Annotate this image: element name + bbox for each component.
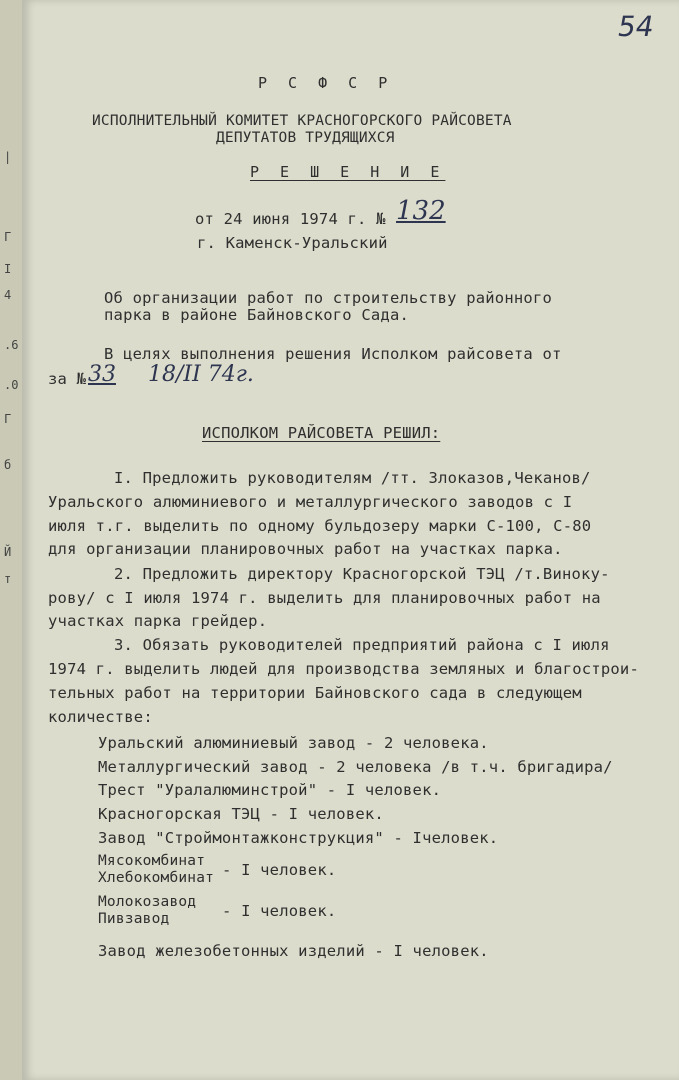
- doc-date: от 24 июня 1974 г. №: [195, 210, 386, 228]
- subject-line-2: парка в районе Байновского Сада.: [104, 306, 410, 324]
- margin-fragment: б: [4, 458, 12, 472]
- header-org-line2: ДЕПУТАТОВ ТРУДЯЩИХСЯ: [216, 130, 395, 146]
- subject-line-1: Об организации работ по строительству районного: [104, 289, 552, 307]
- item-line: количестве:: [48, 708, 153, 726]
- grouped-entry-value: - I человек.: [222, 902, 337, 920]
- item-line: I. Предложить руководителям /тт. Злоказов,Чеканов/: [114, 469, 591, 487]
- preamble-date-handwritten: 18/II 74г.: [148, 362, 254, 387]
- margin-fragment: т: [4, 572, 12, 586]
- margin-fragment: Г: [4, 412, 12, 426]
- item-line: 1974 г. выделить людей для производства земляных и благострои-: [48, 660, 639, 678]
- last-allocation-line: Завод железобетонных изделий - I человек.: [98, 942, 489, 960]
- grouped-entry-a: Мясокомбинат: [98, 853, 206, 869]
- margin-fragment: Г: [4, 230, 12, 244]
- item-line: июля т.г. выделить по одному бульдозеру марки С-100, С-80: [48, 517, 592, 535]
- margin-fragment: Й: [4, 545, 12, 559]
- margin-fragment: .6: [4, 338, 19, 352]
- margin-fragment: 4: [4, 288, 12, 302]
- grouped-entry-value: - I человек.: [222, 861, 337, 879]
- doc-type-heading: Р Е Ш Е Н И Е: [250, 163, 446, 181]
- item-line: 3. Обязать руководителей предприятий района с I июля: [114, 636, 610, 654]
- preamble-number-prefix: за №: [48, 370, 87, 388]
- margin-fragment: I: [4, 262, 12, 276]
- item-line: тельных работ на территории Байновского сада в следующем: [48, 684, 582, 702]
- margin-fragment: .0: [4, 378, 19, 392]
- preamble-number-handwritten: 33: [88, 362, 116, 387]
- item-line: участках парка грейдер.: [48, 612, 268, 630]
- margin-fragment: |: [4, 150, 12, 164]
- preamble-line-1: В целях выполнения решения Исполком райсовета от: [104, 345, 562, 363]
- doc-city: г. Каменск-Уральский: [197, 234, 388, 252]
- document-page: [22, 0, 679, 1080]
- allocation-line: Уральский алюминиевый завод - 2 человека.: [98, 734, 489, 752]
- resolved-heading: ИСПОЛКОМ РАЙСОВЕТА РЕШИЛ:: [202, 424, 441, 442]
- allocation-line: Металлургический завод - 2 человека /в т.ч. бригадира/: [98, 758, 613, 776]
- page-number: 54: [615, 10, 657, 43]
- underlying-page-edge: [0, 0, 22, 1080]
- item-line: рову/ с I июля 1974 г. выделить для планировочных работ на: [48, 589, 601, 607]
- doc-number-handwritten: 132: [396, 196, 446, 226]
- header-org-line1: ИСПОЛНИТЕЛЬНЫЙ КОМИТЕТ КРАСНОГОРСКОГО РАЙСОВЕТА: [92, 113, 512, 129]
- item-line: для организации планировочных работ на участках парка.: [48, 540, 563, 558]
- header-country: Р С Ф С Р: [258, 74, 394, 92]
- allocation-line: Трест "Уралалюминстрой" - I человек.: [98, 781, 442, 799]
- allocation-line: Красногорская ТЭЦ - I человек.: [98, 805, 384, 823]
- grouped-entry-b: Пивзавод: [98, 911, 170, 927]
- grouped-entry-b: Хлебокомбинат: [98, 870, 215, 886]
- item-line: 2. Предложить директору Красногорской ТЭЦ /т.Винокy-: [114, 565, 610, 583]
- item-line: Уральского алюминиевого и металлургического заводов с I: [48, 493, 573, 511]
- allocation-line: Завод "Строймонтажконструкция" - Iчеловек.: [98, 829, 499, 847]
- grouped-entry-a: Молокозавод: [98, 894, 197, 910]
